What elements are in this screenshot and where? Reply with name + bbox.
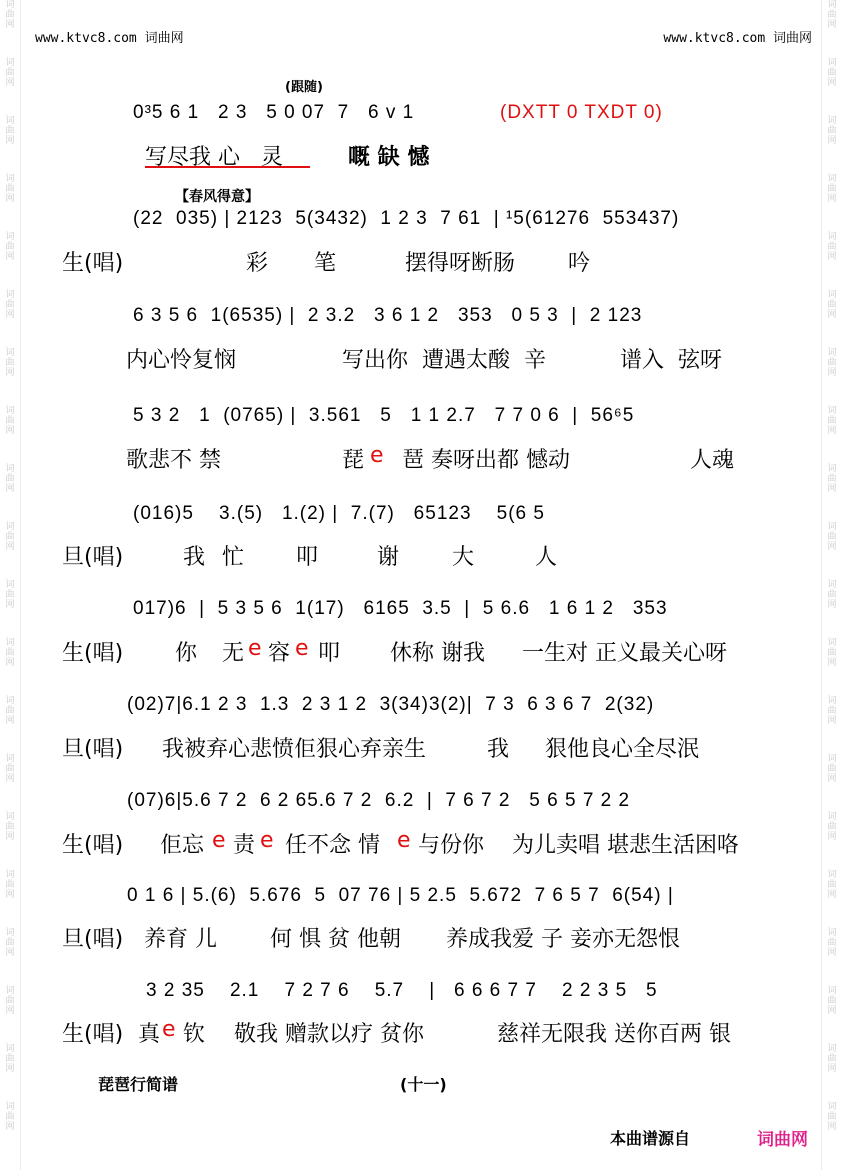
lyric-ornament-e: e: [370, 443, 384, 468]
lyric-row-1a: 写尽我 心 灵: [145, 145, 283, 170]
watermark-glyph: 曲: [827, 242, 837, 252]
role-label: 生(唱): [62, 833, 124, 858]
watermark-glyph: 网: [5, 368, 15, 378]
lyric: 叩: [318, 641, 341, 666]
watermark-glyph: 网: [5, 774, 15, 784]
lyric: 与份你: [418, 833, 485, 858]
watermark-glyph: 网: [827, 20, 837, 30]
watermark-glyph: 曲: [5, 126, 15, 136]
watermark-glyph: 曲: [5, 938, 15, 948]
watermark-glyph: 词: [827, 348, 837, 358]
lyric: 养育 儿: [144, 927, 217, 952]
watermark-glyph: 词: [827, 406, 837, 416]
watermark-glyph: 网: [5, 1122, 15, 1132]
watermark-glyph: 词: [827, 638, 837, 648]
right-watermark-strip: [821, 0, 842, 1170]
lyric: 谱入 弦呀: [620, 348, 722, 373]
watermark-glyph: 词: [827, 870, 837, 880]
watermark-glyph: 曲: [5, 184, 15, 194]
lyric-ornament-e: e: [295, 636, 309, 661]
watermark-glyph: 词: [5, 116, 15, 126]
watermark-glyph: 网: [5, 310, 15, 320]
watermark-glyph: 曲: [827, 880, 837, 890]
lyric: 叩: [296, 545, 319, 570]
lyric: 摆得呀断肠: [405, 251, 516, 276]
watermark-glyph: 词: [827, 580, 837, 590]
watermark-glyph: 网: [827, 716, 837, 726]
watermark-glyph: 词: [827, 812, 837, 822]
lyric-ornament-e: e: [162, 1017, 176, 1042]
role-label: 旦(唱): [62, 927, 124, 952]
watermark-glyph: 词: [5, 406, 15, 416]
watermark-glyph: 网: [827, 600, 837, 610]
watermark-glyph: 网: [827, 1006, 837, 1016]
watermark-glyph: 词: [827, 754, 837, 764]
score-title: 琵琶行简谱: [98, 1075, 179, 1094]
lyric: 吟: [568, 251, 591, 276]
watermark-glyph: 网: [5, 542, 15, 552]
watermark-glyph: 网: [5, 716, 15, 726]
notation-row-1: 0³5 6 1 2 3 5 0 07 7 6 v 1: [133, 102, 415, 123]
notation-row-1-red: (DXTT 0 TXDT 0): [500, 102, 663, 123]
watermark-glyph: 曲: [5, 242, 15, 252]
lyric: 何 惧 贫 他朝: [270, 927, 401, 952]
watermark-glyph: 词: [827, 986, 837, 996]
lyric: 谢: [377, 545, 400, 570]
lyric-ornament-e: e: [397, 828, 411, 853]
watermark-glyph: 网: [827, 658, 837, 668]
watermark-glyph: 曲: [827, 532, 837, 542]
lyric: 彩: [246, 251, 269, 276]
lyric: 无: [222, 641, 245, 666]
lyric: 忙: [222, 545, 245, 570]
watermark-glyph: 网: [5, 252, 15, 262]
role-label: 生(唱): [62, 251, 124, 276]
watermark-glyph: 曲: [827, 1112, 837, 1122]
watermark-glyph: 曲: [5, 474, 15, 484]
watermark-glyph: 曲: [5, 1054, 15, 1064]
watermark-glyph: 曲: [827, 822, 837, 832]
lyric: 我: [183, 545, 206, 570]
watermark-glyph: 词: [827, 116, 837, 126]
lyric: 内心怜复悯: [126, 348, 237, 373]
watermark-glyph: 词: [5, 58, 15, 68]
lyric: 笔: [314, 251, 337, 276]
watermark-glyph: 词: [5, 174, 15, 184]
watermark-glyph: 词: [827, 696, 837, 706]
lyric: 写出你 遭遇太酸 辛: [342, 348, 546, 373]
notation-row-2: (22 035) | 2123 5(3432) 1 2 3 7 61 | ¹5(61276 553437): [133, 208, 680, 229]
lyric: 人魂: [690, 448, 735, 473]
watermark-glyph: 曲: [5, 648, 15, 658]
watermark-glyph: 曲: [5, 10, 15, 20]
watermark-glyph: 曲: [827, 706, 837, 716]
lyric-ornament-e: e: [248, 636, 262, 661]
watermark-glyph: 网: [5, 484, 15, 494]
watermark-glyph: 网: [5, 426, 15, 436]
watermark-glyph: 曲: [5, 764, 15, 774]
lyric: 我: [487, 737, 510, 762]
follow-mark: (跟随): [285, 80, 323, 95]
left-watermark-strip: [0, 0, 21, 1170]
watermark-glyph: 词: [5, 0, 15, 10]
lyric: 任不念 情: [285, 833, 380, 858]
watermark-glyph: 词: [5, 812, 15, 822]
watermark-glyph: 曲: [827, 996, 837, 1006]
watermark-glyph: 曲: [5, 68, 15, 78]
watermark-glyph: 网: [827, 252, 837, 262]
watermark-glyph: 词: [5, 986, 15, 996]
watermark-glyph: 网: [827, 78, 837, 88]
page-number: (十一): [400, 1075, 447, 1094]
watermark-glyph: 网: [5, 1064, 15, 1074]
lyric-ornament-e: e: [212, 828, 226, 853]
watermark-glyph: 曲: [5, 996, 15, 1006]
watermark-glyph: 词: [827, 928, 837, 938]
watermark-glyph: 网: [5, 658, 15, 668]
watermark-glyph: 曲: [5, 358, 15, 368]
lyric: 为儿卖唱 堪悲生活困咯: [512, 833, 739, 858]
lyric: 容: [268, 641, 291, 666]
lyric-row-1b: 嘅 缺 憾: [348, 145, 430, 170]
watermark-glyph: 词: [5, 290, 15, 300]
watermark-glyph: 网: [827, 832, 837, 842]
watermark-glyph: 曲: [5, 300, 15, 310]
lyric: 钦: [183, 1022, 206, 1047]
watermark-glyph: 曲: [827, 1054, 837, 1064]
notation-row-7: (02)7|6.1 2 3 1.3 2 3 1 2 3(34)3(2)| 7 3 6 3 6 7 2(32): [127, 694, 655, 715]
watermark-glyph: 网: [5, 194, 15, 204]
role-label: 生(唱): [62, 641, 124, 666]
header-site-left[interactable]: www.ktvc8.com 词曲网: [35, 31, 184, 46]
watermark-glyph: 曲: [5, 590, 15, 600]
notation-row-9: 0 1 6 | 5.(6) 5.676 5 07 76 | 5 2.5 5.672 7 6 5 7 6(54) |: [127, 885, 674, 906]
watermark-glyph: 网: [5, 1006, 15, 1016]
lyric: 琵: [342, 448, 365, 473]
notation-row-6: 017)6 | 5 3 5 6 1(17) 6165 3.5 | 5 6.6 1 6 1 2 353: [133, 598, 668, 619]
role-label: 旦(唱): [62, 737, 124, 762]
watermark-glyph: 网: [5, 20, 15, 30]
lyric: 歌悲不 禁: [126, 448, 221, 473]
watermark-glyph: 网: [5, 948, 15, 958]
watermark-glyph: 曲: [5, 880, 15, 890]
lyric: 敬我 赠款以疗 贫你: [234, 1022, 424, 1047]
notation-row-3: 6 3 5 6 1(6535) | 2 3.2 3 6 1 2 353 0 5 3 | 2 123: [133, 305, 643, 326]
lyric-underline: [145, 166, 310, 168]
lyric: 养成我爱 子 妾亦无怨恨: [446, 927, 680, 952]
watermark-glyph: 曲: [827, 10, 837, 20]
watermark-glyph: 曲: [827, 938, 837, 948]
watermark-glyph: 网: [827, 136, 837, 146]
watermark-glyph: 词: [5, 870, 15, 880]
watermark-glyph: 网: [827, 310, 837, 320]
watermark-glyph: 网: [827, 948, 837, 958]
lyric-ornament-e: e: [260, 828, 274, 853]
notation-row-4: 5 3 2 1 (0765) | 3.561 5 1 1 2.7 7 7 0 6 | 56⁶5: [133, 405, 635, 426]
lyric: 责: [233, 833, 256, 858]
watermark-glyph: 词: [5, 580, 15, 590]
watermark-glyph: 词: [827, 522, 837, 532]
watermark-glyph: 词: [5, 1044, 15, 1054]
watermark-glyph: 网: [827, 368, 837, 378]
watermark-glyph: 词: [5, 696, 15, 706]
lyric: 真: [138, 1022, 161, 1047]
watermark-glyph: 曲: [827, 184, 837, 194]
role-label: 生(唱): [62, 1022, 124, 1047]
watermark-glyph: 词: [5, 348, 15, 358]
notation-row-5: (016)5 3.(5) 1.(2) | 7.(7) 65123 5(6 5: [133, 503, 545, 524]
lyric: 琶 奏呀出都 憾动: [402, 448, 570, 473]
watermark-glyph: 曲: [5, 532, 15, 542]
watermark-glyph: 网: [827, 774, 837, 784]
header-site-right[interactable]: www.ktvc8.com 词曲网: [663, 31, 812, 46]
watermark-glyph: 曲: [5, 822, 15, 832]
watermark-glyph: 曲: [827, 300, 837, 310]
watermark-glyph: 网: [827, 1064, 837, 1074]
watermark-glyph: 曲: [827, 474, 837, 484]
watermark-glyph: 词: [827, 290, 837, 300]
watermark-glyph: 词: [5, 928, 15, 938]
brand-link[interactable]: 词曲网: [757, 1130, 808, 1150]
watermark-glyph: 词: [5, 232, 15, 242]
lyric: 人: [535, 545, 558, 570]
watermark-glyph: 词: [5, 522, 15, 532]
watermark-glyph: 词: [827, 0, 837, 10]
watermark-glyph: 词: [5, 1102, 15, 1112]
watermark-glyph: 曲: [827, 358, 837, 368]
watermark-glyph: 网: [827, 484, 837, 494]
watermark-glyph: 词: [827, 464, 837, 474]
lyric: 大: [452, 545, 475, 570]
watermark-glyph: 曲: [827, 416, 837, 426]
section-mark: 【春风得意】: [175, 189, 259, 205]
role-label: 旦(唱): [62, 545, 124, 570]
watermark-glyph: 网: [5, 890, 15, 900]
watermark-glyph: 曲: [827, 590, 837, 600]
source-label: 本曲谱源自: [610, 1129, 691, 1148]
lyric: 佢忘: [160, 833, 205, 858]
watermark-glyph: 曲: [827, 126, 837, 136]
watermark-glyph: 曲: [827, 68, 837, 78]
watermark-glyph: 网: [5, 78, 15, 88]
watermark-glyph: 曲: [5, 416, 15, 426]
watermark-glyph: 网: [5, 600, 15, 610]
watermark-glyph: 网: [827, 194, 837, 204]
watermark-glyph: 词: [5, 464, 15, 474]
lyric: 我被弃心悲愤佢狠心弃亲生: [162, 737, 427, 762]
notation-row-8: (07)6|5.6 7 2 6 2 65.6 7 2 6.2 | 7 6 7 2 5 6 5 7 2 2: [127, 790, 631, 811]
watermark-glyph: 词: [827, 232, 837, 242]
watermark-glyph: 词: [827, 1102, 837, 1112]
lyric: 慈祥无限我 送你百两 银: [497, 1022, 731, 1047]
watermark-glyph: 词: [5, 754, 15, 764]
watermark-glyph: 词: [827, 1044, 837, 1054]
watermark-glyph: 曲: [5, 706, 15, 716]
watermark-glyph: 网: [827, 1122, 837, 1132]
lyric: 一生对 正义最关心呀: [522, 641, 727, 666]
lyric: 你: [175, 641, 198, 666]
watermark-glyph: 网: [827, 890, 837, 900]
lyric: 狠他良心全尽泯: [545, 737, 700, 762]
watermark-glyph: 词: [827, 58, 837, 68]
watermark-glyph: 曲: [827, 764, 837, 774]
watermark-glyph: 网: [827, 542, 837, 552]
watermark-glyph: 曲: [827, 648, 837, 658]
watermark-glyph: 网: [5, 832, 15, 842]
watermark-glyph: 词: [827, 174, 837, 184]
watermark-glyph: 网: [5, 136, 15, 146]
watermark-glyph: 词: [5, 638, 15, 648]
watermark-glyph: 曲: [5, 1112, 15, 1122]
notation-row-10: 3 2 35 2.1 7 2 7 6 5.7 | 6 6 6 7 7 2 2 3 5 5: [146, 980, 658, 1001]
watermark-glyph: 网: [827, 426, 837, 436]
lyric: 休称 谢我: [390, 641, 485, 666]
